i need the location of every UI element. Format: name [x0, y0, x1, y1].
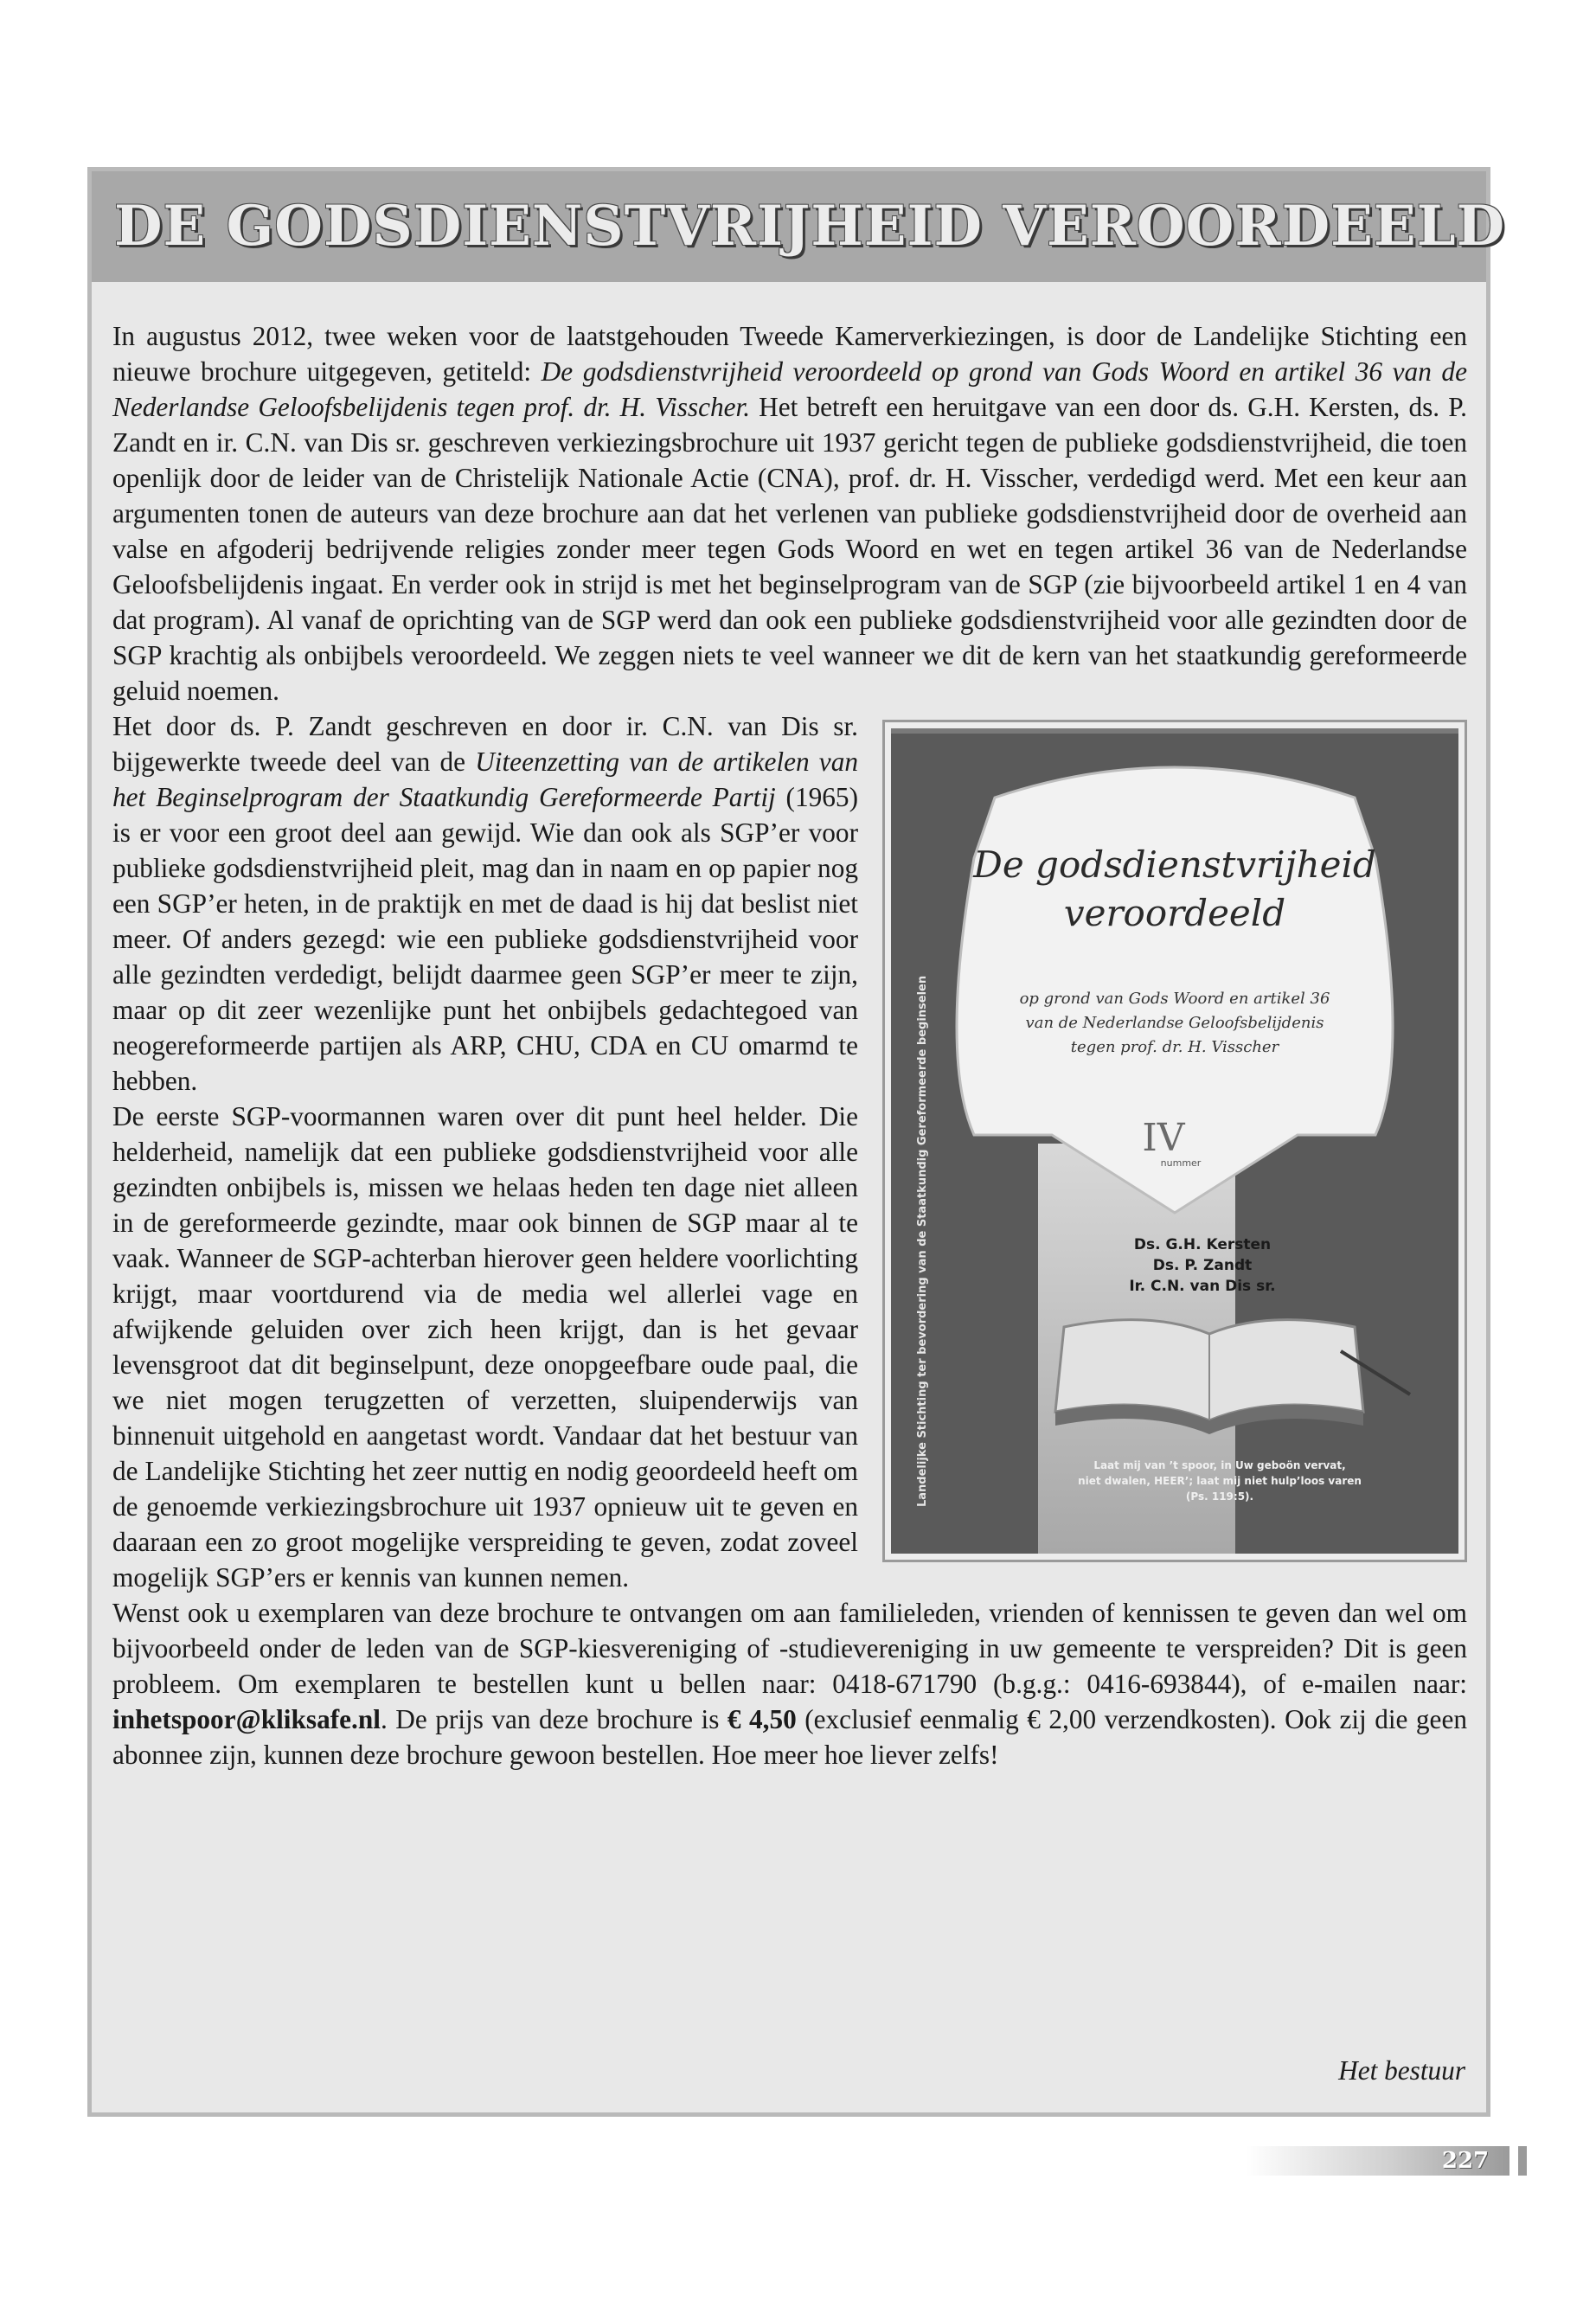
- paragraph-4-text-cont: . De prijs van deze brochure is: [380, 1704, 727, 1734]
- paragraph-4-text: Wenst ook u exemplaren van deze brochure te ontvangen om aan familieleden, vrienden of kennissen te geven dan wel om bijvoorbeeld onder de leden van de SGP-kiesvereniging of -studievereniging in uw gemeente te verspreiden? Dit is geen probleem. Om exemplaren te bestellen kunt u bellen naar: 0418-671790 (b.g.g.: 0416-693844), of e-mailen naar:: [112, 1598, 1467, 1699]
- brochure-cover-image: [882, 720, 1467, 1562]
- brochure-cover-svg: [891, 728, 1458, 1554]
- cover-quote-line3: (Ps. 119:5).: [1185, 1490, 1254, 1503]
- article-frame: [87, 167, 1506, 2117]
- cover-subtitle-line2: van de Nederlandse Geloofsbelijdenis: [1025, 1014, 1324, 1032]
- signature: Het bestuur: [1338, 2055, 1465, 2086]
- page-number: 227: [1441, 2148, 1490, 2174]
- cover-subtitle-line3: tegen prof. dr. H. Visscher: [1070, 1038, 1279, 1056]
- cover-author-3: Ir. C.N. van Dis sr.: [1129, 1278, 1276, 1295]
- cover-author-2: Ds. P. Zandt: [1152, 1257, 1253, 1274]
- paragraph-3: De eerste SGP-voormannen waren over dit punt heel helder. Die helderheid, namelijk dat een publieke godsdienstvrijheid voor alle gezindten onbijbels is, missen we helaas heden ten dage niet alleen in de gereformeerde gezindte, maar ook binnen de SGP maar al te vaak. Wanneer de SGP-achterban hierover geen heldere voorlichting krijgt, maar voortdurend via de media wel allerlei vage en afwijkende geluiden over zich heen krijgt, dan is het gevaar levensgroot dat dit beginselpunt, deze onopgeefbare oude paal, die we niet mogen terugzetten of verzetten, sluipenderwijs van binnenuit uitgehold en aangetast wordt. Vandaar dat het bestuur van de Landelijke Stichting het zeer nuttig en nodig geoordeeld heeft om de genoemde verkiezingsbrochure uit 1937 opnieuw uit te geven en daaraan een zo groot mogelijke verspreiding te geven, zodat zoveel mogelijk SGP’ers er kennis van kunnen nemen.: [112, 1101, 858, 1593]
- cover-quote-line2: niet dwalen, HEER’; laat mij niet hulp’loos varen: [1078, 1475, 1362, 1487]
- price: € 4,50: [727, 1704, 797, 1734]
- paragraph-2-text: Het door ds. P. Zandt geschreven en door ir. C.N. van Dis sr. bijgewerkte tweede deel van de: [112, 711, 858, 777]
- paragraph-4: [112, 1595, 1467, 1772]
- cover-subtitle-line1: op grond van Gods Woord en artikel 36: [1019, 990, 1330, 1008]
- cover-volume-label: nummer: [1160, 1157, 1202, 1169]
- contact-email[interactable]: inhetspoor@kliksafe.nl: [112, 1704, 381, 1734]
- cover-title-line1: De godsdienstvrijheid: [973, 843, 1376, 886]
- brochure-title: De godsdienstvrijheid veroordeeld op grond van Gods Woord en artikel 36 van de Nederlandse Geloofsbelijdenis tegen prof. dr. H. Visscher.: [112, 356, 1467, 422]
- article-body: [112, 318, 1467, 1772]
- paragraph-1: [112, 318, 1467, 708]
- cover-author-1: Ds. G.H. Kersten: [1133, 1236, 1272, 1253]
- paragraph-2-text-cont: (1965) is er voor een groot deel aan gewijd. Wie dan ook als SGP’er voor publieke godsdienstvrijheid pleit, mag dan in naam en op papier nog een SGP’er heten, in de praktijk en met de daad is hij dat beslist niet meer. Of anders gezegd: wie een publieke godsdienstvrijheid voor alle gezindten verdedigt, belijdt daarmee geen SGP’er meer te zijn, maar op dit zeer wezenlijke punt het onbijbels gedachtegoed van neogereformeerde partijen als ARP, CHU, CDA en CU omarmd te hebben.: [112, 782, 858, 1096]
- cover-quote-line1: Laat mij van ’t spoor, in Uw geboön vervat,: [1093, 1459, 1346, 1471]
- title-bar: [92, 171, 1506, 282]
- paragraph-1-text-cont: Het betreft een heruitgave van een door ds. G.H. Kersten, ds. P. Zandt en ir. C.N. van Dis sr. geschreven verkiezingsbrochure uit 1937 gericht tegen de publieke godsdienstvrijheid, die toen openlijk door de leider van de Christelijk Nationale Actie (CNA), prof. dr. H. Visscher, verdedigd werd. Met een keur aan argumenten tonen de auteurs van deze brochure aan dat het verlenen van publieke godsdienstvrijheid door de overheid aan valse en afgoderij bedrijvende religies zonder meer tegen Gods Woord en wet en tegen artikel 36 van de Nederlandse Geloofsbelijdenis ingaat. En verder ook in strijd is met het beginselprogram van de SGP (zie bijvoorbeeld artikel 1 en 4 van dat program). Al vanaf de oprichting van de SGP werd dan ook een publieke godsdienstvrijheid voor alle gezindten door de SGP krachtig als onbijbels veroordeeld. We zeggen niets te veel wanneer we dit de kern van het staatkundig gereformeerde geluid noemen.: [112, 392, 1467, 706]
- cover-top-edge: [891, 728, 1458, 734]
- uiteenzetting-title: Uiteenzetting van de artikelen van het Beginselprogram der Staatkundig Gereformeerde Partij: [112, 747, 858, 812]
- cover-title-line2: veroordeeld: [1063, 892, 1286, 934]
- cover-spine-text: Landelijke Stichting ter bevordering van de Staatkundig Gereformeerde beginselen: [916, 975, 929, 1507]
- cover-volume-number: IV: [1142, 1116, 1185, 1160]
- page-number-tab-edge: [1518, 2146, 1527, 2176]
- paragraph-4-text-end: (exclusief eenmalig € 2,00 verzendkosten). Ook zij die geen abonnee zijn, kunnen deze brochure gewoon bestellen. Hoe meer hoe liever zelfs!: [112, 1704, 1467, 1770]
- paragraph-1-text: In augustus 2012, twee weken voor de laatstgehouden Tweede Kamerverkiezingen, is door de Landelijke Stichting een nieuwe brochure uitgegeven, getiteld:: [112, 321, 1467, 387]
- article-title: DE GODSDIENSTVRIJHEID VEROORDEELD: [114, 194, 1506, 259]
